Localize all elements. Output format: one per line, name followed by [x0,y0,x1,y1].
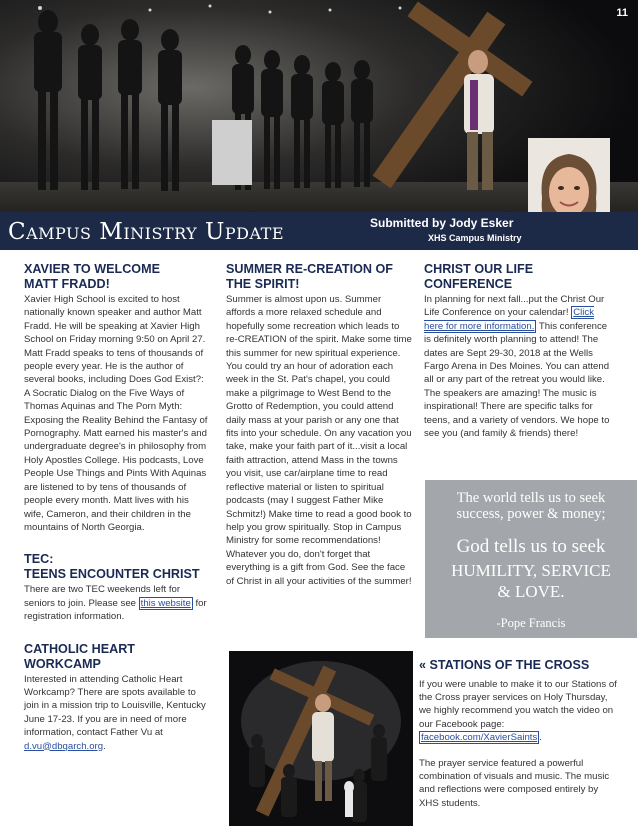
heading-line: WORKCAMP [24,656,101,671]
body-text: Interested in attending Catholic Heart Workcamp? There are spots available to join in a mission trip to Louisville, Kentucky June 17-23. If you are in need of more information, contact Father Vu at [24,673,206,739]
article-stations [419,658,619,810]
article-heading [424,262,614,292]
body-text: This conference is definitely worth planning to attend! The dates are Sept 29-30, 2018 at the Wells Fargo Arena in Des Moines. You can attend all or any part of the retreat you would like. The speakers are amazing! The music is inspirational! There are specific talks for teens, and a variety of vendors. We hope to see you (and family & friends) there! [424,320,610,440]
body-text: In planning for next fall...put the Christ Our Life Conference on your calendar! [424,294,605,319]
heading-line: CHRIST OUR LIFE [424,262,534,276]
article-body: Xavier High School is excited to host nationally known speaker and author Matt Fradd. He will be speaking at Xavier High School on Friday morning 9:50 on April 27. Matt Fradd speaks to tens of thousands of people every year. He is the author of several books, including Does God Exist?: A Socratic Dialog on the Five Ways of Thomas Aquinas and The Porn Myth: Exposing the Reality Behind the Fantasy of Pornography. Matt earned his master's and undergraduate degree's in philosophy from Holy Apostles College. His podcasts, Love People Use Things and Pints With Aquinas are listened to by tens of thousands of people every month. Matt lives with his wife, Cameron, and their children in the mountains of North Georgia. [24,294,208,533]
heading-line: XAVIER TO WELCOME [24,262,160,276]
article-heading: « STATIONS OF THE CROSS [419,658,590,672]
article-body [24,673,210,753]
heading-line: MATT FRADD! [24,277,110,291]
article-matt-fradd [24,262,210,534]
article-body: Summer is almost upon us. Summer affords a more relaxed schedule and hopefully some recreation which leads to re-CREATION of the spirit. Make some time this summer for new spiritual experience. You could try an hour of adoration each week in the St. Pat's chapel, you could make a pilgrimage to West Bend to the Grotto of Redemption, you could attend daily mass at your parish or any one that fits into your schedule. On any vacation you take, make your faith part of it...visit a local faith attraction, attend Mass in the towns you visit, use car/airplane time to read reflective material or listen to spiritual podcasts (may I suggest Father Mike Schmitz!) Make time to read a good book to help you grow spiritually. Stop in Campus Ministry for some recommendations! Whatever you do, don't forget that everything is a gift from God. See the face of Christ in all your activities of the summer! [226,294,412,587]
article-body: The prayer service featured a powerful combination of visuals and music. The music and reflections were composed entirely by XHS students. [419,758,610,809]
pope-francis-quote [425,480,637,638]
quote-text: HUMILITY, SERVICE [451,561,611,580]
article-christ-our-life [424,262,614,440]
facebook-link[interactable]: facebook.com/XavierSaints [421,731,538,743]
section-ribbon [0,212,638,250]
quote-line: God tells us to seek [456,536,606,557]
submitter-role: XHS Campus Ministry [428,233,522,243]
quote-text: & LOVE. [497,582,565,601]
article-catholic-heart [24,642,210,753]
email-link[interactable]: d.vu@dbqarch.org [24,740,104,752]
body-text: . [539,731,542,743]
section-title: Campus Ministry Update [8,219,285,245]
hero-photo [0,0,638,250]
body-text: There are two TEC weekends left for seniors to join. Please see [24,584,181,609]
heading-line: CATHOLIC HEART [24,641,136,656]
article-body [24,583,210,623]
column-left [24,262,210,763]
article-tec [24,552,210,623]
quote-text: success, power & money; [456,506,606,522]
quote-line [425,490,637,522]
article-heading [24,552,210,582]
article-heading [226,262,412,292]
submitted-by: Submitted by Jody Esker [370,216,514,230]
conference-info-link[interactable]: Click here for more information. [424,307,594,332]
quote-author: -Pope Francis [496,616,566,630]
stations-of-cross-illustration [229,651,413,826]
body-text: for registration information. [24,597,207,623]
quote-text: The world tells us to seek [456,490,606,506]
heading-line: TEC: [24,552,54,567]
heading-line: CONFERENCE [424,277,513,291]
column-right [424,262,614,450]
column-middle [226,262,412,598]
heading-line: THE SPIRIT! [226,277,300,291]
heading-line: SUMMER RE-CREATION OF [226,262,393,276]
article-heading [24,642,210,672]
article-summer-recreation [226,262,412,588]
article-body [419,678,619,744]
heading-line: TEENS ENCOUNTER CHRIST [24,567,200,582]
body-text: If you were unable to make it to our Stations of the Cross prayer services on Holy Thursday, we highly recommend you watch the video on our Facebook page: [419,679,617,730]
article-body [424,293,614,440]
page-number: 11 [616,7,628,19]
tec-website-link[interactable]: this website [140,597,191,609]
stations-photo [229,651,413,826]
body-text: . [103,740,106,752]
article-heading [24,262,210,292]
quote-line [425,560,637,602]
